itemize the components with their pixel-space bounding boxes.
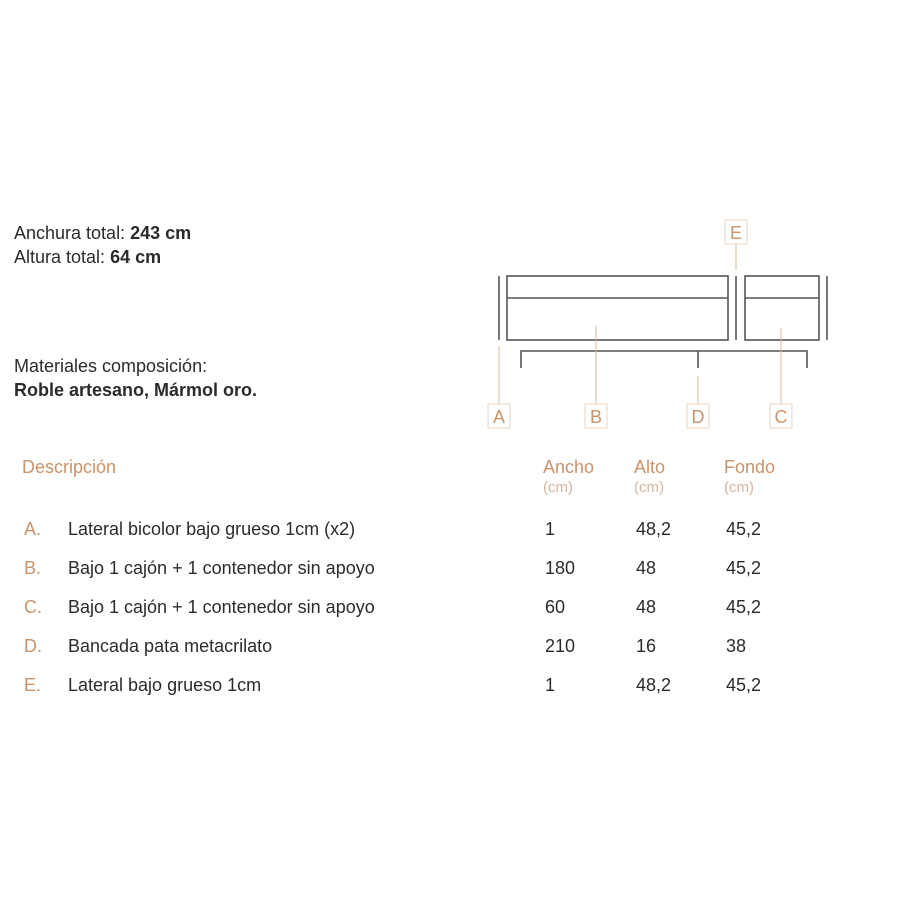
row-height: 16 bbox=[636, 636, 657, 656]
total-width-value: 243 cm bbox=[130, 223, 192, 243]
row-width: 210 bbox=[545, 636, 576, 656]
label-c: C bbox=[774, 407, 788, 427]
row-depth: 38 bbox=[726, 636, 747, 656]
total-height bbox=[14, 245, 191, 269]
label-b: B bbox=[589, 407, 603, 427]
row-description: Bancada pata metacrilato bbox=[68, 636, 273, 656]
row-width: 60 bbox=[545, 597, 566, 617]
table-row bbox=[0, 670, 900, 700]
row-code: C. bbox=[24, 597, 42, 617]
total-height-value: 64 cm bbox=[110, 247, 162, 267]
row-width: 180 bbox=[545, 558, 576, 578]
total-height-label: Altura total: bbox=[14, 247, 106, 267]
label-e: E bbox=[729, 223, 743, 243]
row-height: 48,2 bbox=[636, 675, 672, 695]
header-width bbox=[543, 456, 594, 498]
row-depth: 45,2 bbox=[726, 675, 762, 695]
row-description: Bajo 1 cajón + 1 contenedor sin apoyo bbox=[68, 597, 375, 617]
row-depth: 45,2 bbox=[726, 558, 762, 578]
row-code: D. bbox=[24, 636, 42, 656]
header-depth-label: Fondo bbox=[724, 457, 776, 477]
materials-label: Materiales composición: bbox=[14, 356, 208, 376]
label-a: A bbox=[492, 407, 506, 427]
row-description: Lateral bajo grueso 1cm bbox=[68, 675, 262, 695]
row-width: 1 bbox=[545, 519, 556, 539]
table-row bbox=[0, 514, 900, 544]
row-height: 48,2 bbox=[636, 519, 672, 539]
total-width bbox=[14, 221, 191, 245]
row-depth: 45,2 bbox=[726, 519, 762, 539]
row-code: A. bbox=[24, 519, 42, 539]
row-code: E. bbox=[24, 675, 42, 695]
table-row bbox=[0, 553, 900, 583]
total-width-label: Anchura total: bbox=[14, 223, 126, 243]
header-height-unit: (cm) bbox=[634, 479, 664, 496]
row-description: Lateral bicolor bajo grueso 1cm (x2) bbox=[68, 519, 356, 539]
row-width: 1 bbox=[545, 675, 556, 695]
header-height bbox=[634, 456, 665, 498]
table-row bbox=[0, 631, 900, 661]
row-depth: 45,2 bbox=[726, 597, 762, 617]
row-height: 48 bbox=[636, 558, 657, 578]
header-height-label: Alto bbox=[634, 457, 666, 477]
composition-diagram bbox=[480, 216, 840, 436]
dimensions-summary bbox=[14, 221, 191, 269]
materials-value: Roble artesano, Mármol oro. bbox=[14, 380, 258, 400]
row-code: B. bbox=[24, 558, 42, 578]
header-width-unit: (cm) bbox=[543, 479, 573, 496]
label-d: D bbox=[691, 407, 705, 427]
table-row bbox=[0, 592, 900, 622]
unit-c bbox=[745, 276, 819, 340]
base-bench-d bbox=[521, 351, 807, 368]
header-description: Descripción bbox=[22, 457, 117, 477]
header-depth-unit: (cm) bbox=[724, 479, 754, 496]
row-description: Bajo 1 cajón + 1 contenedor sin apoyo bbox=[68, 558, 375, 578]
row-height: 48 bbox=[636, 597, 657, 617]
unit-b bbox=[507, 276, 728, 340]
materials-summary bbox=[14, 354, 257, 402]
header-depth bbox=[724, 456, 775, 498]
header-width-label: Ancho bbox=[543, 457, 595, 477]
